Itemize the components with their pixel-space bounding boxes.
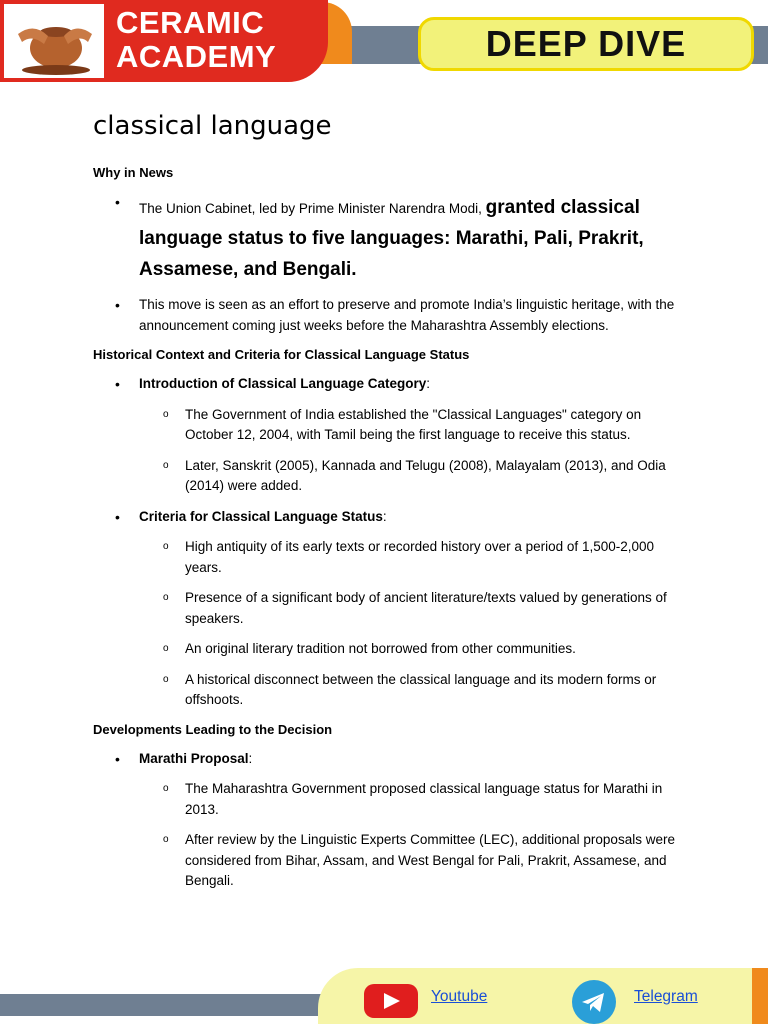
sub-list [139,537,683,711]
pottery-hands-logo-icon [2,2,106,80]
page-footer [0,966,768,1024]
brand-block [0,0,328,82]
page-header [0,0,768,84]
deep-dive-badge: DEEP DIVE [418,17,754,71]
article [93,108,683,902]
list-item-label: Introduction of Classical Language Category [139,376,427,391]
list-item-label: Marathi Proposal [139,750,249,766]
brand-line-1: CERAMIC [116,5,265,40]
footer-accent [752,968,768,1024]
list-item [93,507,683,711]
telegram-link[interactable]: Telegram [634,988,698,1005]
sub-list-item: o High antiquity of its early texts or recorded history over a period of 1,500-2,000 years. [139,537,683,578]
list-item-lead: The Union Cabinet, led by Prime Minister Narendra Modi, [139,201,486,216]
developments-list [93,749,683,892]
sub-list-item: o The Government of India established the "Classical Languages" category on October 12, 2004, with Tamil being the first language to receive this status. [139,405,683,446]
list-item [93,749,683,892]
list-item-emphasis: granted classical language status to five languages: Marathi, Pali, Prakrit, Assamese, and Bengali. [139,197,644,280]
page-title: classical language [93,111,332,141]
label-suffix: : [382,508,387,524]
list-item-label: Criteria for Classical Language Status [139,508,383,524]
sub-list-item: o The Maharashtra Government proposed classical language status for Marathi in 2013. [139,779,683,820]
footer-band [0,994,340,1016]
telegram-icon[interactable] [572,980,616,1024]
sub-list [139,405,683,497]
label-suffix: : [426,376,431,391]
sub-list-item: o Presence of a significant body of ancient literature/texts valued by generations of speakers. [139,588,683,629]
sub-list-item: o After review by the Linguistic Experts Committee (LEC), additional proposals were considered from Bihar, Assam, and West Bengal for Pali, Prakrit, Assamese, and Bengali. [139,830,683,892]
sub-list [139,779,683,892]
list-item [93,192,683,285]
youtube-icon[interactable] [364,984,418,1018]
sub-list-item: o Later, Sanskrit (2005), Kannada and Telugu (2008), Malayalam (2013), and Odia (2014) were added. [139,456,683,497]
history-list [93,374,683,711]
brand-line-2: ACADEMY [116,39,277,74]
section-heading-history: Historical Context and Criteria for Classical Language Status [93,347,470,362]
youtube-link[interactable]: Youtube [431,988,488,1005]
list-item [93,374,683,497]
section-heading-developments: Developments Leading to the Decision [93,721,333,737]
sub-list-item: o An original literary tradition not borrowed from other communities. [139,639,683,660]
why-list [93,192,683,336]
section-heading-why: Why in News [93,165,174,180]
sub-list-item: o A historical disconnect between the classical language and its modern forms or offshoots. [139,670,683,711]
label-suffix: : [248,750,253,766]
list-item: • This move is seen as an effort to preserve and promote India’s linguistic heritage, with the announcement coming just weeks before the Maharashtra Assembly elections. [93,295,683,336]
